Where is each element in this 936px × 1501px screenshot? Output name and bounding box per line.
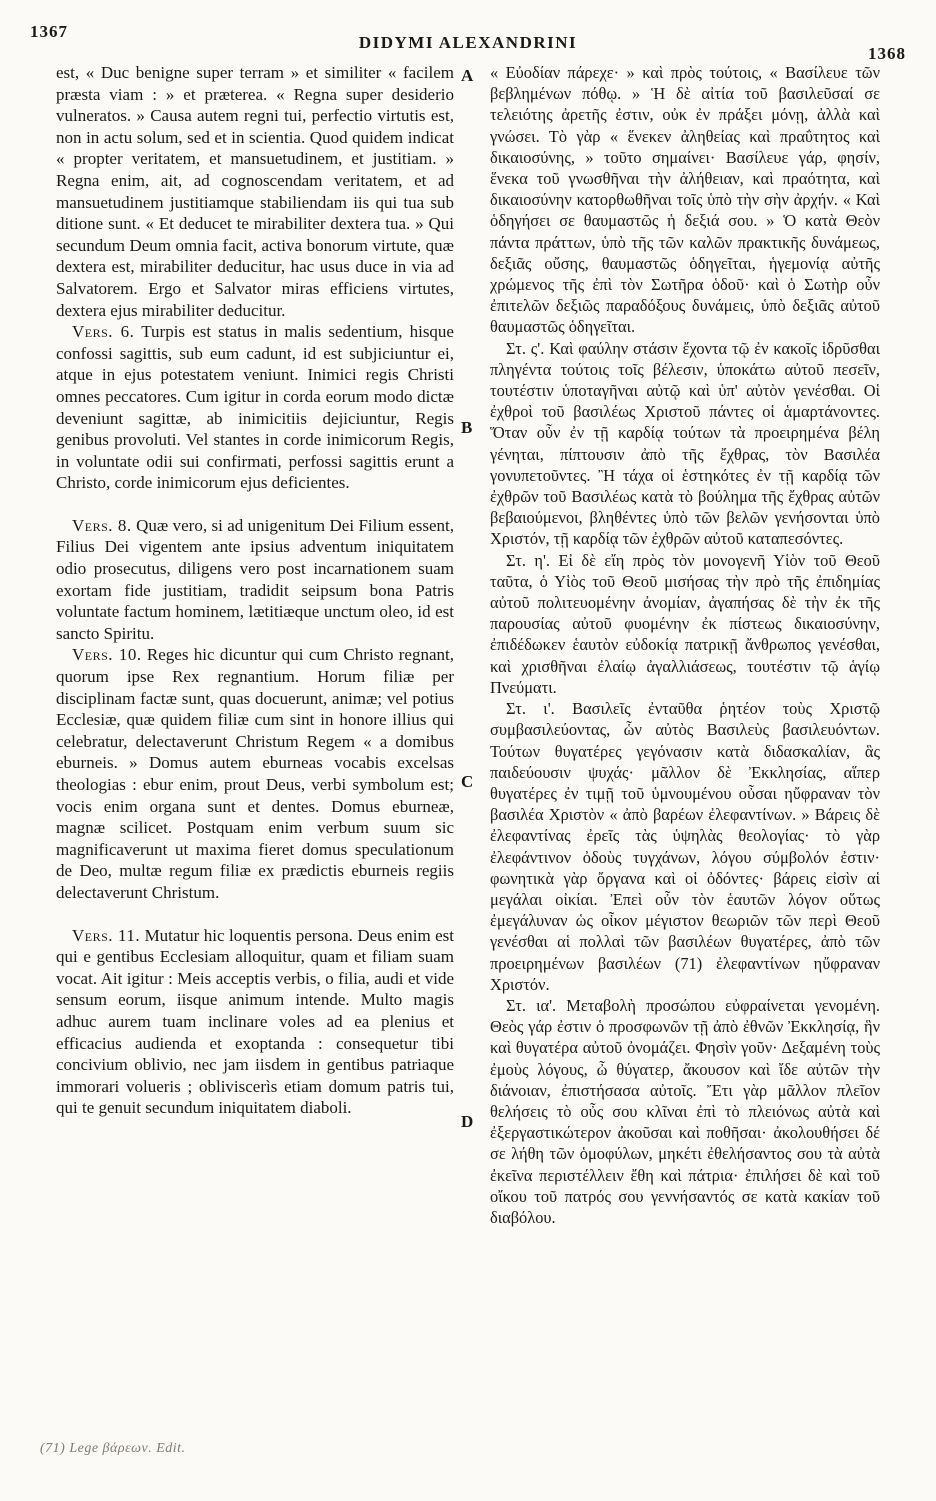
latin-paragraph-intro: est, « Duc benigne super terram » et similiter « facilem præsta viam : » et præterea. « Regna super desiderio vulneratos. » Causa autem regni tui, perfectio virtutis est, non in actu solum, sed et in scientia. Quod quidem indicat « propter veritatem, et mansuetudinem, et justitiam. » Regna enim, ait, ad cognoscendam veritatem, et ad mansuetudinem justitiamque stabiliendam iis qui tua sub ditione sunt. « Et deducet te mirabiliter dextera tua. » Qui secundum Deum omnia facit, activa bonorum virtute, quæ dextera est, mirabiliter deducitur, hac usus duce in via ad Salvatorem. Ergo et Salvator miras efficiens virtutes, dextera ejus mirabiliter deducitur. bbox=[56, 63, 454, 320]
latin-verse-6 bbox=[56, 321, 454, 494]
verse-text: Βασιλεῖς ἐνταῦθα ῥητέον τοὺς Χριστῷ συμβασιλεύοντας, ὧν αὐτὸς Βασιλεὺς βασιλευόντων. Τούτων θυγατέρες γεγόνασιν κατὰ διδασκαλίαν, ἃς παιδεύουσιν ψυχάς· μᾶλλον δὲ Ἐκκλησίας, αἵπερ θυγατέρες ἐν τιμῇ τοῦ ὑμνουμένου οὖσαι ηὔφραναν τὸν βασιλέα Χριστὸν « ἀπὸ βαρέων ἐλεφαντίνων. » Βάρεις δὲ ἐλεφαντίνας ἐρεῖς τὰς ὑψηλὰς θεολογίας· τὸ γὰρ ἐλεφάντινον ὀδοὺς τυγχάνων, λόγου σύμβολόν ἐστιν· φωνητικὰ γὰρ ὄργανα καὶ οἱ ὀδόντες· βάρεις εἰσὶν αἱ μεγάλαι οἰκίαι. Ἐπεὶ οὖν τὸν ἑαυτῶν λόγον οὕτως ἐμεγάλυναν ὡς οἶκον μέγιστον θεωριῶν τῶν περὶ Θεοῦ γενέσθαι αἱ πολλαὶ τῶν βασιλέων θυγατέρες, ἀπὸ τῶν προειρημένων βασιλέων (71) ἐλεφαντίνων ηὔφραναν Χριστόν. bbox=[490, 699, 880, 994]
latin-column bbox=[56, 62, 454, 1119]
margin-letter-b: B bbox=[461, 418, 473, 437]
latin-verse-10 bbox=[56, 644, 454, 903]
verse-label: Vers. 6. bbox=[72, 322, 135, 342]
margin-letter-d: D bbox=[461, 1112, 474, 1131]
greek-paragraph-intro: « Εὐοδίαν πάρεχε· » καὶ πρὸς τούτοις, « Βασίλευε τῶν βεβλημένων πόθῳ. » Ἡ δὲ αἰτία τοῦ βασιλεῦσαί σε τελειότης ἀρετῆς ἐστιν, οὐκ ἐν πράξει μόνῃ, ἀλλὰ καὶ γνώσει. Τὸ γὰρ « ἕνεκεν ἀληθείας καὶ πραΰτητος καὶ δικαιοσύνης, » τοῦτο σημαίνει· Βασίλευε γάρ, φησίν, ἕνεκα τοῦ γνωσθῆναι τὴν ἀλήθειαν, καὶ πραότητα, καὶ δικαιοσύνην κατορθωθῆναι τοῖς ὑπὸ τὴν σὴν ἀρχήν. « Καὶ ὁδηγήσει σε θαυμαστῶς ἡ δεξιά σου. » Ὁ κατὰ Θεὸν πάντα πράττων, ὑπὸ τῆς τῶν καλῶν πρακτικῆς δυνάμεως, δεξιᾶς οὔσης, θαυμαστῶς ὁδηγεῖται, ἡγεμονίᾳ αὐτῆς χρώμενος τῆς ἐπὶ τὸν Σωτῆρα ὁδοῦ· καὶ ὁ Σωτὴρ οὖν ἐπιτελῶν δεξιῶς παραδόξους δυνάμεις, ὑπὸ δεξιᾶς αὐτοῦ θαυμαστῶς ὁδηγεῖται. bbox=[490, 63, 880, 337]
verse-label: Vers. 11. bbox=[72, 925, 141, 945]
page-number-left: 1367 bbox=[30, 22, 68, 41]
verse-label: Στ. ια'. bbox=[506, 995, 557, 1015]
footnote: (71) Lege βάρεων. Edit. bbox=[40, 1441, 186, 1456]
latin-verse-8 bbox=[56, 515, 454, 645]
verse-label: Στ. ς'. bbox=[506, 338, 545, 358]
verse-label: Στ. η'. bbox=[506, 550, 551, 570]
greek-verse-6 bbox=[490, 338, 880, 550]
running-title: DIDYMI ALEXANDRINI bbox=[358, 33, 578, 52]
verse-text: Μεταβολὴ προσώπου εὐφραίνεται γενομένη. Θεὸς γάρ ἐστιν ὁ προσφωνῶν τῇ ἀπὸ ἐθνῶν Ἐκκλησίᾳ, ἣν καὶ θυγατέρα αὐτοῦ ὀνομάζει. Φησὶν γοῦν· Δεξαμένη τοὺς ἐμοὺς λόγους, ὦ θύγατερ, ἄκουσον καὶ ἴδε αὐτῶν τὴν διάνοιαν, ἐπιστήσασα αὐτοῖς. Ἔτι γὰρ μᾶλλον πλεῖον θελήσεις τὸ οὖς σου κλῖναι ἐπὶ τὸ πλειόνως αὐτὰ καὶ ἐξεργαστικώτερον ἀκοῦσαι καὶ ποθῆσαι· ἀκολουθήσει δέ σε λήθη τῶν ὁμοφύλων, μηκέτι ἐθελήσαντος σου τὰ αὐτὰ ἐκεῖνα περιστέλλειν ἔθη καὶ πάτρια· ἐπιλήσει δὲ καὶ τοῦ οἴκου τοῦ πατρός σου γεννήσαντός σε κατὰ κακίαν τοῦ διαβόλου. bbox=[490, 995, 880, 1227]
greek-verse-11 bbox=[490, 995, 880, 1228]
verse-text: Quæ vero, si ad unigenitum Dei Filium essent, Filius Dei vigentem ante ipsius adventum iniquitatem odio prosecutus, diligens vero post incarnationem suam exortam fide justitiam, tradidit seipsum bona Patris voluntate factum hominem, lætitiæque unctum oleo, id est sancto Spiritu. bbox=[56, 515, 454, 643]
margin-letter-a: A bbox=[461, 66, 474, 85]
verse-label: Vers. 8. bbox=[72, 515, 132, 535]
margin-letter-c: C bbox=[461, 772, 474, 791]
verse-text: Turpis est status in malis sedentium, hisque confossi sagittis, sub eum cadunt, id est subjiciuntur ei, atque in ejus potestatem veniunt. Inimici regis Christi omnes peccatores. Cum igitur in corda eorum modo dictæ deveniunt sagittæ, ab inimicitiis dejiciuntur, Regis genibus provoluti. Vel stantes in corde inimicorum Regis, in voluntate odii sui confirmati, perfossi sagittis erunt a Christo, corde inimicorum ejus deficientes. bbox=[56, 322, 454, 493]
verse-text: Mutatur hic loquentis persona. Deus enim est qui e gentibus Ecclesiam alloquitur, quam et filiam suam vocat. Ait igitur : Meis acceptis verbis, o filia, audi et vide sensum eorum, iisque animum intende. Multo magis adhuc aurem tuam inclinare voles ad ea plenius et efficacius audienda et exoptanda : consequetur tibi concivium oblivio, nec jam iisdem in gentibus patriaque immorari volueris ; obliviscerìs etiam domum patris tui, qui te genuit secundum iniquitatem diaboli. bbox=[56, 925, 455, 1118]
latin-verse-11 bbox=[56, 925, 454, 1119]
greek-column bbox=[490, 62, 880, 1228]
verse-text: Εἰ δὲ εἴη πρὸς τὸν μονογενῆ Υἱὸν τοῦ Θεοῦ ταῦτα, ὁ Υἱὸς τοῦ Θεοῦ μισήσας τὴν πρὸ τῆς ἐπιδημίας αὐτοῦ πολιτευομένην ἀνομίαν, ἀγαπήσας δὲ τὴν ἐκ τῆς παρουσίας αὐτοῦ φυομένην ἐκ πίστεως δικαιοσύνην, ἐπιδέδωκεν ἑαυτὸν εὐδοκίᾳ πατρικῇ ἄνθρωπος γενέσθαι, καὶ χρισθῆναι ἐλαίῳ ἀγαλλιάσεως, τουτέστιν τῷ ἁγίῳ Πνεύματι. bbox=[490, 550, 880, 697]
verse-label: Στ. ι'. bbox=[506, 699, 555, 719]
page-header bbox=[0, 0, 936, 63]
verse-label: Vers. 10. bbox=[72, 645, 142, 665]
greek-verse-10 bbox=[490, 698, 880, 995]
verse-text: Καὶ φαύλην στάσιν ἔχοντα τῷ ἐν κακοῖς ἱδρῦσθαι πληγέντα τούτοις τοῖς βέλεσιν, ὑποκάτω αὐτοῦ πεσεῖν, τουτέστιν ὑποταγῆναι αὐτῷ καὶ ὑπ' αὐτὸν γενέσθαι. Οἱ ἐχθροὶ τοῦ βασιλέως Χριστοῦ πάντες οἱ ἁμαρτάνοντες. Ὅταν οὖν ἐν τῇ καρδίᾳ τούτων τὰ προειρημένα βέλη γένηται, πίπτουσιν ἀπὸ τῆς ἔχθρας, τὸν Βασιλέα γονυπετοῦντες. Ἢ τάχα οἱ ἑστηκότες ἐν τῇ καρδίᾳ τῶν ἐχθρῶν τοῦ Βασιλέως κατὰ τὸ βούλημα τῆς ἔχθρας αὐτῶν βεβαιούμενοι, βληθέντες ὑπὸ τῶν βελῶν γενήσονται ὑπὸ Χριστόν, τῇ καρδίᾳ τῶν ἐχθρῶν αὐτοῦ καταπεσόντες. bbox=[490, 338, 880, 549]
greek-verse-8 bbox=[490, 550, 880, 698]
verse-text: Reges hic dicuntur qui cum Christo regnant, quorum ipse Rex regnantium. Horum filiæ per disciplinam factæ sunt, quas docuerunt, animæ; vel potius Ecclesiæ, quæ quidem filiæ cum sint in honore illius qui celebratur, delectaverunt Christum Regem « a domibus eburneis. » Domus autem eburneas vocabis excelsas theologias : ebur enim, prout Deus, verbi symbolum est; vocis enim organa sunt et dentes. Domus eburneæ, magnæ scilicet. Postquam enim verbum suum sic magnificaverunt ut maxima fieret domus speculationum de Deo, multæ regum filiæ ex prædictis eburneis regiis delectaverunt Christum. bbox=[56, 645, 454, 902]
page-number-right: 1368 bbox=[868, 44, 906, 63]
